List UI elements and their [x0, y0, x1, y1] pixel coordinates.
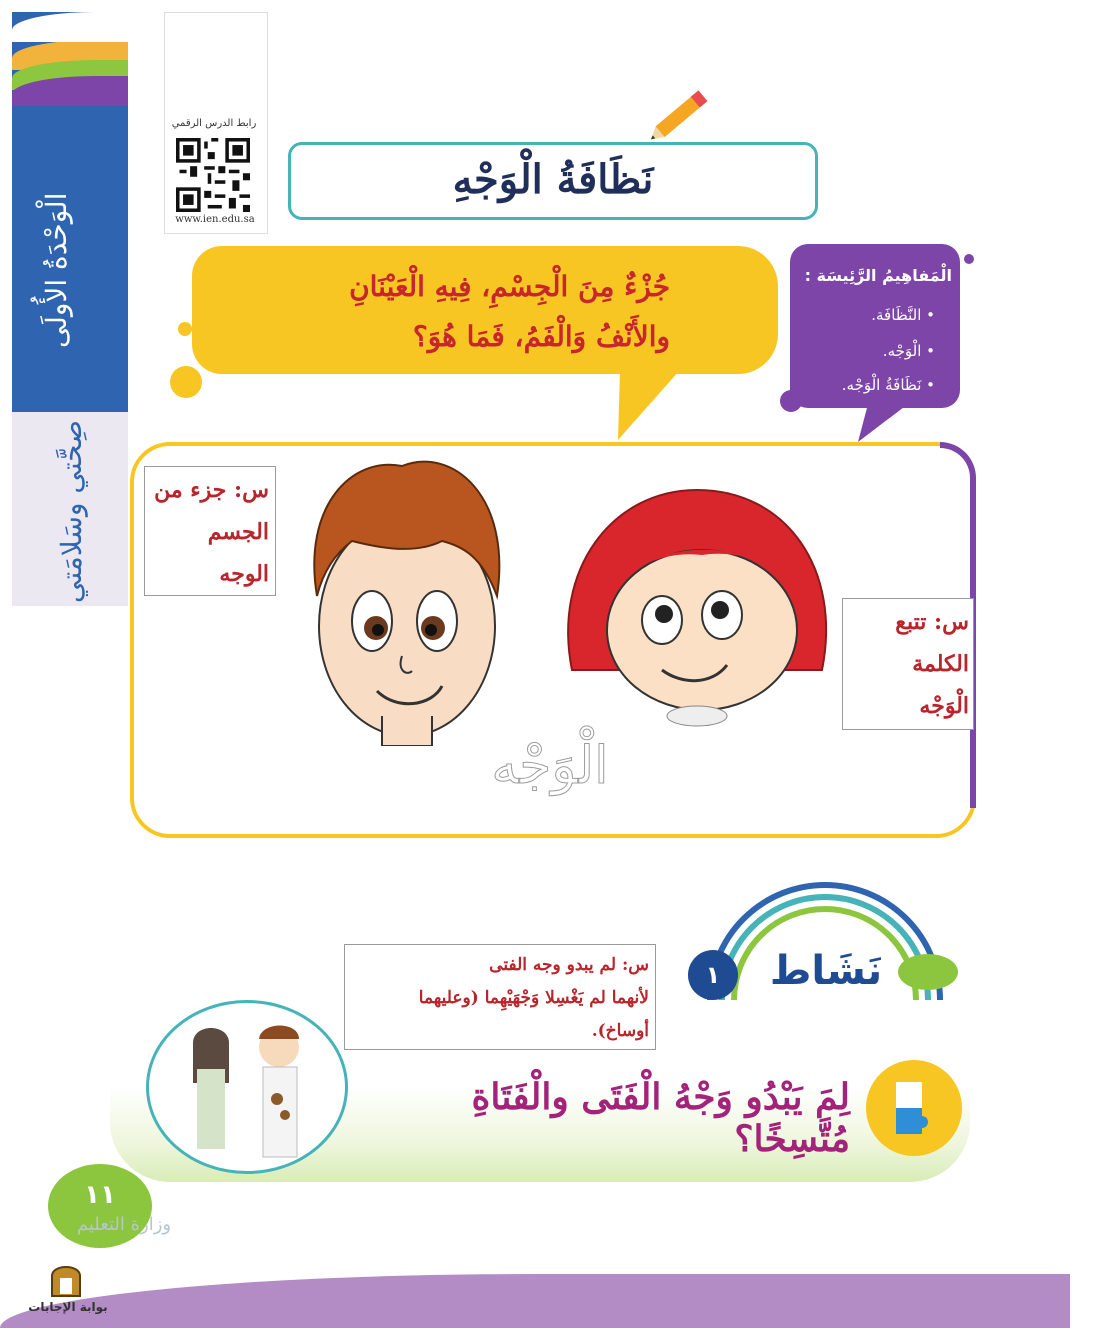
answer-line: الكلمة — [912, 651, 969, 677]
lesson-title: نَظَافَةُ الْوَجْهِ — [452, 156, 654, 203]
concept-item: • نَظَافَةُ الْوَجْه. — [841, 376, 935, 394]
decor-dot — [964, 254, 974, 264]
pencil-icon — [640, 80, 720, 150]
riddle-line-2: والأَنْفُ وَالْفَمُ، فَمَا هُوَ؟ — [412, 320, 670, 353]
answer-line: الجسم — [207, 519, 269, 545]
puzzle-icon — [866, 1060, 962, 1156]
ministry-logo-text: وزارة التعليم — [76, 1214, 172, 1235]
concepts-bubble-tail — [858, 404, 918, 444]
activity-label: نَشَاط — [769, 948, 883, 994]
activity-number: ١ — [688, 950, 738, 1000]
activity-question: لِمَ يَبْدُو وَجْهُ الْفَتَى والْفَتَاةِ مُتَّسِخًا؟ — [471, 1076, 850, 1160]
unit-label: الْوَحْدَةُ الأُولَى — [40, 192, 73, 348]
dirty-kids-illustration — [146, 1000, 348, 1174]
riddle-text — [220, 262, 670, 362]
qr-label: رابط الدرس الرقمي — [171, 118, 257, 129]
answer-line: س: لم يبدو وجه الفتى — [489, 955, 649, 975]
answer-line: الْوَجْه — [919, 693, 969, 719]
answer-line: لأنهما لم يَغْسِلا وَجْهَيْهِما (وعليهما — [418, 988, 649, 1008]
riddle-bubble-tail — [610, 370, 690, 440]
answer-line: أوساخ). — [591, 1021, 649, 1041]
trace-word: الْوَجْه — [491, 736, 609, 796]
qr-url: www.ien.edu.sa — [175, 214, 255, 225]
boy-face-illustration — [292, 446, 522, 746]
watermark-logo-icon — [46, 1258, 86, 1298]
watermark-text: بوابة الإجابات — [28, 1300, 108, 1314]
answer-box-face — [144, 466, 276, 596]
answer-line: س: تتبع — [895, 609, 969, 635]
decor-dot — [170, 366, 202, 398]
decor-dot — [178, 322, 192, 336]
banner-stripe-white — [12, 12, 128, 42]
answer-line: س: جزء من — [154, 477, 269, 503]
page-number: ١١ — [84, 1180, 116, 1210]
answer-box-trace — [842, 598, 974, 730]
concept-item: • الْوَجْه. — [882, 342, 935, 360]
bottom-band — [0, 1274, 1070, 1328]
answer-line: الوجه — [219, 561, 269, 587]
girl-face-illustration — [552, 480, 842, 730]
qr-code-icon[interactable] — [176, 138, 250, 212]
key-concepts-title: الْمَفاهِيمُ الرَّئِيسَة : — [804, 266, 952, 285]
concept-item: • النَّظَافَة. — [871, 306, 935, 324]
answer-box-question — [344, 944, 656, 1050]
riddle-line-1: جُزْءٌ مِنَ الْجِسْمِ، فِيهِ الْعَيْنَانِ — [349, 270, 670, 303]
chapter-label: صِحَّتي وسَلامَتي — [55, 420, 88, 604]
